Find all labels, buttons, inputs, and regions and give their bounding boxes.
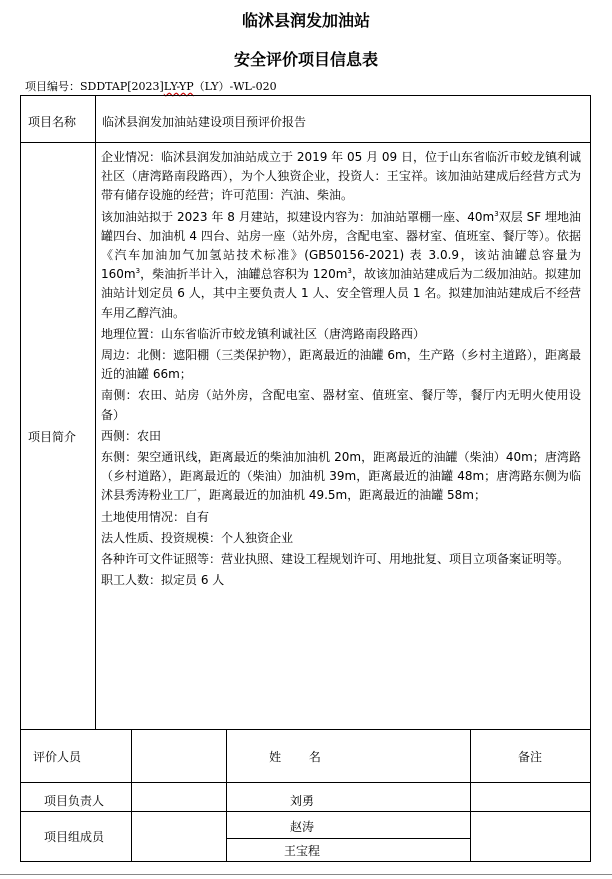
staff-header-evaluators: 评价人员 [32,750,81,764]
table-border-col-staff1 [131,729,132,861]
project-code-suffix: （LY）-WL-020 [193,80,277,93]
project-name-value: 临沭县润发加油站建设项目预评价报告 [102,115,307,129]
table-border-row3 [20,782,591,783]
project-code [25,78,277,94]
table-border-top [20,95,591,96]
intro-location: 地理位置：山东省临沂市蛟龙镇利诚社区（唐湾路南段路西） [101,326,426,341]
intro-company: 企业情况：临沭县润发加油站成立于 2019 年 05 月 09 日，位于山东省临沂市蛟龙镇利诚社区（唐湾路南段路西），为个人独资企业，投资人：王宝祥。该加油站建成后经营方式为带有储存设施的经营；许可范围：汽油、柴油。 [101,150,581,203]
intro-surroundings-west: 西侧：农田 [101,428,162,443]
staff-member-label: 项目组成员 [43,830,104,844]
project-code-prefix: 项目编号：SDDTAP[2023] [25,80,164,93]
document-title: 临沭县润发加油站 [241,11,370,30]
intro-land-use: 土地使用情况：自有 [101,509,210,524]
staff-header-name: 姓 名 [269,750,333,764]
staff-header-remark: 备注 [517,750,542,764]
table-border-row1 [20,142,591,143]
intro-legal-nature: 法人性质、投资规模：个人独资企业 [101,530,294,545]
table-border-left [20,95,21,861]
intro-licenses: 各种许可文件证照等：营业执照、建设工程规划许可、用地批复、项目立项备案证明等。 [101,552,570,567]
project-intro [101,148,581,592]
table-border-col-staff2 [226,729,227,861]
intro-surroundings-north: 周边：北侧：遮阳棚（三类保护物），距离最近的油罐 6m，生产路（乡村主道路），距离最近的油罐 66m； [101,348,581,382]
staff-member-name-1: 赵涛 [289,820,314,834]
document-subtitle: 安全评价项目信息表 [233,50,378,69]
project-intro-label: 项目简介 [28,430,77,444]
intro-staff-count: 职工人数：拟定员 6 人 [101,573,225,588]
project-name-label: 项目名称 [28,115,77,129]
staff-leader-label: 项目负责人 [43,794,104,808]
intro-construction: 该加油站拟于 2023 年 8 月建站，拟建设内容为：加油站罩棚一座、$40m^3$双层 SF 埋地油罐四台、加油机 4 四台、站房一座（站外房，含配电室、器材室、值班室、餐厅等）。依据《汽车加油加气加氢站技术标准》(GB50156-2021) 表 3.0.9，该站油罐总容量为 $160m^3$，柴油折半计入，油罐总容积为 $120m^3$，故该加油站建成后为二级加油站。拟建加油站计划定员 6 人，其中主要负责人 1 人、安全管理人员 1 名。拟建加油站建成后不经营车用乙醇汽油。 [101,209,581,320]
table-border-right [590,95,591,861]
staff-member-name-2: 王宝程 [283,844,320,858]
table-border-col1 [95,95,96,729]
page-border-bottom [0,874,612,875]
table-border-row2 [20,729,591,730]
intro-surroundings-east: 东侧：架空通讯线，距离最近的柴油加油机 20m，距离最近的油罐（柴油）40m；唐湾路（乡村道路），距离最近的（柴油）加油机 39m，距离最近的油罐 48m；唐湾路东侧为临沭县秀涛粉业工厂，距离最近的加油机 49.5m，距离最近的油罐 58m； [101,450,581,503]
staff-leader-name: 刘勇 [289,794,314,808]
table-border-row4 [20,811,591,812]
table-border-inner [226,838,470,839]
table-border-bottom [20,861,591,862]
project-code-spellcheck: LY-YP [163,80,194,93]
intro-surroundings-south: 南侧：农田、站房（站外房，含配电室、器材室、值班室、餐厅等，餐厅内无明火使用设备） [101,388,581,422]
